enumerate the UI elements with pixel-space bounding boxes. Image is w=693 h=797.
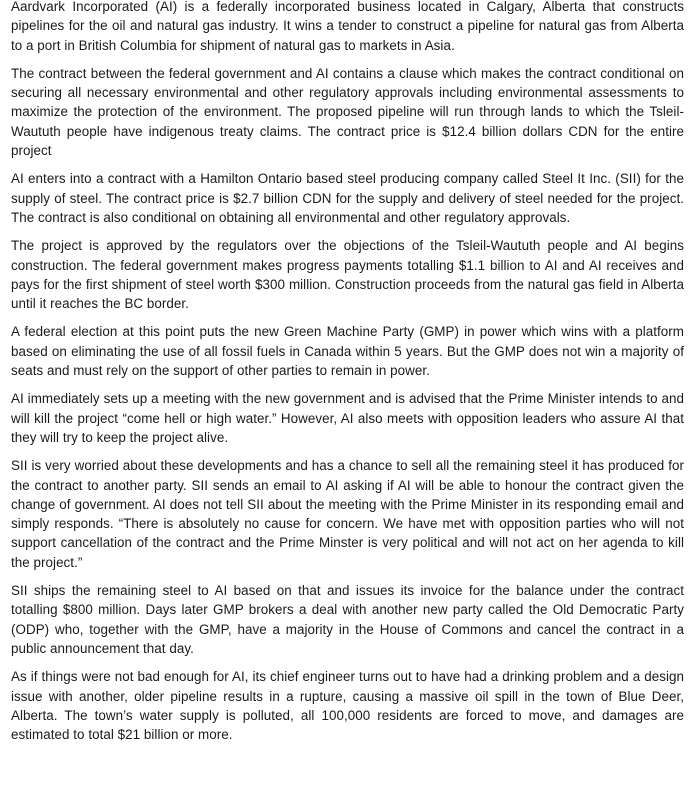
paragraph-oil-spill: As if things were not bad enough for AI, its chief engineer turns out to have had a drinking problem and a design issue with another, older pipeline results in a rupture, causing a massive oil spill in the town of Blue Deer, Alberta. The town’s water supply is polluted, all 100,000 residents are forced to move, and damages are estimated to total $21 billion or more. xyxy=(11,669,684,743)
paragraph-aardvark-intro: Aardvark Incorporated (AI) is a federally incorporated business located in Calgary, Alberta that constructs pipelines for the oil and natural gas industry. It wins a tender to construct a pipeline for natural gas from Alberta to a port in British Columbia for shipment of natural gas to markets in Asia. xyxy=(11,0,684,53)
paragraph-government-meeting: AI immediately sets up a meeting with the new government and is advised that the Prime Minister intends to and will kill the project “come hell or high water.” However, AI also meets with opposition leaders who assure AI that they will try to keep the project alive. xyxy=(11,391,684,445)
paragraph-federal-election: A federal election at this point puts the new Green Machine Party (GMP) in power which wins with a platform based on eliminating the use of all fossil fuels in Canada within 5 years. But the GMP does not win a majority of seats and must rely on the support of other parties to remain in power. xyxy=(11,324,684,379)
paragraph-steel-contract: AI enters into a contract with a Hamilton Ontario based steel producing company called Steel It Inc. (SII) for the supply of steel. The contract price is $2.7 billion CDN for the supply and delivery of steel needed for the project. The contract is also conditional on obtaining all environmental and other regulatory approvals. xyxy=(11,171,684,225)
paragraph-project-approval: The project is approved by the regulators over the objections of the Tsleil-Waututh people and AI begins construction. The federal government makes progress payments totalling $1.1 billion to AI and AI receives and pays for the first shipment of steel worth $300 million. Construction proceeds from the natural gas field in Alberta until it reaches the BC border. xyxy=(11,238,684,312)
paragraph-sii-email: SII is very worried about these developments and has a chance to sell all the remaining steel it has produced for the contract to another party. SII sends an email to AI asking if AI will be able to honour the contract given the change of government. AI does not tell SII about the meeting with the Prime Minister in its responding email and simply responds. “There is absolutely no cause for concern. We have met with opposition parties who will not support cancellation of the contract and the Prime Minster is very political and will not act on her agenda to kill the project.” xyxy=(11,458,684,570)
paragraph-contract-cancellation: SII ships the remaining steel to AI based on that and issues its invoice for the balance under the contract totalling $800 million. Days later GMP brokers a deal with another new party called the Old Democratic Party (ODP) who, together with the GMP, have a majority in the House of Commons and cancel the contract in a public announcement that day. xyxy=(11,583,684,656)
paragraph-federal-contract: The contract between the federal government and AI contains a clause which makes the contract conditional on securing all necessary environmental and other regulatory approvals including environmental assessments to maximize the protection of the environment. The proposed pipeline will run through lands to which the Tsleil-Waututh people have indigenous treaty claims. The contract price is $12.4 billion dollars CDN for the entire project xyxy=(11,65,684,159)
